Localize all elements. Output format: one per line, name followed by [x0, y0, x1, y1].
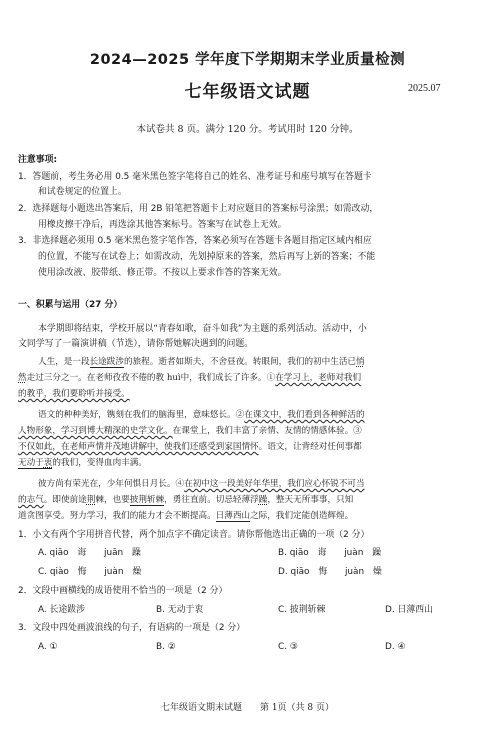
- underlined-idiom-1: 长途跋涉: [89, 357, 124, 367]
- question-2-option-d[interactable]: D. 日薄西山: [385, 605, 433, 615]
- question-3-stem: 3．文段中四处画波浪线的句子，有语病的一项是（2 分）: [18, 623, 246, 633]
- passage-line-10: [18, 510, 353, 522]
- passage-text: ，整天无所事事，只知: [267, 495, 354, 505]
- passage-text: 的旅程。逝者如斯夫，不舍昼夜。转眼间，我们的初中生活已: [123, 357, 357, 367]
- passage-line-9: [18, 494, 353, 506]
- question-1-stem: 1．小文有两个字用拼音代替，两个加点字不确定读音。请你帮他选出正确的一项（2 分）: [18, 530, 370, 540]
- passage-line-6: [18, 441, 362, 453]
- question-3-option-d[interactable]: D. ④: [385, 642, 406, 652]
- wavy-sentence-4: 在初中这一段美好年华里，我们应心怀锐不可当: [184, 479, 365, 489]
- exam-title-line1: 2024—2025 学年度下学期期末学业质量检测: [89, 52, 406, 68]
- wavy-sentence-2: 在课文中，我们看到各种鲜活的: [244, 410, 365, 420]
- wavy-sentence-4-cont: 的志气: [18, 495, 44, 505]
- dotted-character: 荆: [86, 495, 96, 505]
- question-3-option-b[interactable]: B. ②: [156, 642, 176, 652]
- notice-item-2-cont: 用橡皮擦干净后，再选涂其他答案标号。答案写在试卷上无效。: [38, 220, 287, 230]
- question-1-option-d[interactable]: D. qiāo 悔 juàn 燥: [278, 567, 382, 577]
- passage-text: 语文的种种美好，镌刻在我们的脑海里，意味悠长。②: [38, 410, 245, 420]
- passage-line-3: [18, 388, 130, 400]
- underlined-idiom-3: 披荆斩棘: [129, 495, 165, 505]
- dotted-character: 然: [18, 373, 27, 383]
- exam-date: 2025.07: [408, 83, 441, 94]
- passage-line-4: [38, 409, 365, 421]
- section-intro-line2: 文同学写了一篇演讲稿（节选），请你帮她解决遇到的问题。: [18, 339, 254, 349]
- passage-line-5: [18, 425, 362, 437]
- question-3-option-c[interactable]: C. ③: [278, 642, 298, 652]
- exam-subtitle: 本试卷共 8 页。满分 120 分。考试用时 120 分钟。: [136, 124, 359, 135]
- passage-line-1: [38, 356, 365, 368]
- passage-text: 之际，我们定能创造辉煌。: [250, 511, 354, 521]
- notice-item-1: 1．答题前，考生务必用 0.5 毫米黑色签字笔将自己的姓名、准考证号和座号填写在答题卡: [18, 172, 372, 182]
- passage-text: 走过三分之一。在老师孜孜不倦的教 huì中，我们成长了许多。①: [26, 373, 276, 383]
- question-1-option-a[interactable]: A. qiāo 诲 juān 躁: [38, 548, 141, 558]
- passage-text: 彼方尚有荣光在，少年何惧日月长。④: [38, 479, 185, 489]
- underlined-idiom-2-end: 衷: [43, 458, 53, 468]
- question-1-option-b[interactable]: B. qiāo 诲 juàn 躁: [278, 548, 382, 558]
- question-1-option-c[interactable]: C. qiào 悔 juàn 燥: [38, 567, 142, 577]
- passage-text: 人生，是一段: [38, 357, 90, 367]
- underlined-idiom-2: 无动于: [18, 458, 44, 468]
- notice-item-1-cont: 和试卷规定的位置上。: [38, 187, 127, 197]
- notice-item-3-cont1: 的位置，不能写在试卷上；如需改动，先划掉原来的答案，然后再写上新的答案；不能: [38, 252, 376, 262]
- question-2-option-a[interactable]: A. 长途跋涉: [38, 605, 86, 615]
- wavy-sentence-1: 在学习上，老师对我们: [275, 373, 362, 383]
- notice-heading: 注意事项:: [18, 155, 58, 165]
- passage-line-8: [38, 478, 365, 490]
- underlined-idiom-4: 日薄西山: [215, 511, 251, 521]
- dotted-character: 躁: [258, 495, 268, 505]
- question-2-option-b[interactable]: B. 无动于衷: [156, 605, 204, 615]
- dotted-character: 悄: [356, 357, 365, 367]
- passage-line-2: [18, 372, 361, 384]
- notice-item-3-cont2: 使用涂改液、胶带纸、修正带。不按以上要求作答的答案无效。: [38, 268, 287, 278]
- wavy-sentence-2-cont: 人物形象，学习到博大精深的史学文化。: [18, 426, 173, 436]
- passage-line-7: [18, 457, 147, 469]
- wavy-sentence-1-cont: 的教乎，我们要聆听并接受。: [18, 389, 130, 399]
- exam-title-line2: 七年级语文试题: [184, 82, 311, 102]
- question-2-stem: 2．文段中画横线的成语使用不恰当的一项是（2 分）: [18, 586, 228, 596]
- section-intro-line1: 本学期即将结束，学校开展以“青春如歌，奋斗如我”为主题的系列活动。活动中，小: [38, 324, 367, 334]
- passage-text: 。即使前途: [43, 495, 87, 505]
- passage-text: 道贪图享受。努力学习，我们的能力才会不断提高。: [18, 511, 216, 521]
- passage-text: 棘，也要: [95, 495, 130, 505]
- wavy-sentence-3: 不仅如此，在老师声情并茂地讲解中，使我们还感受到家国情怀: [18, 442, 259, 452]
- notice-item-2: 2．选择题每小题选出答案后，用 2B 铅笔把答题卡上对应题目的答案标号涂黑；如需改动，: [18, 204, 379, 214]
- section-heading: 一、积累与运用（27 分）: [18, 300, 123, 310]
- question-3-option-a[interactable]: A. ①: [38, 642, 58, 652]
- notice-item-3: 3．非选择题必须用 0.5 毫米黑色签字笔作答，答案必须写在答题卡各题目指定区域内相应: [18, 236, 372, 246]
- page-footer: 七年级语文期末试题 第 1页（共 8 页）: [160, 703, 335, 713]
- passage-text: 的我们，变得血肉丰满。: [52, 458, 147, 468]
- passage-text: ，勇往直前。切忌轻薄浮: [164, 495, 259, 505]
- passage-text: 。语文，让背经对任何事都: [258, 442, 362, 452]
- passage-text: 在课堂上，我们丰富了亲情、友情的情感体验。③: [172, 426, 362, 436]
- question-2-option-c[interactable]: C. 披荆斩棘: [278, 605, 326, 615]
